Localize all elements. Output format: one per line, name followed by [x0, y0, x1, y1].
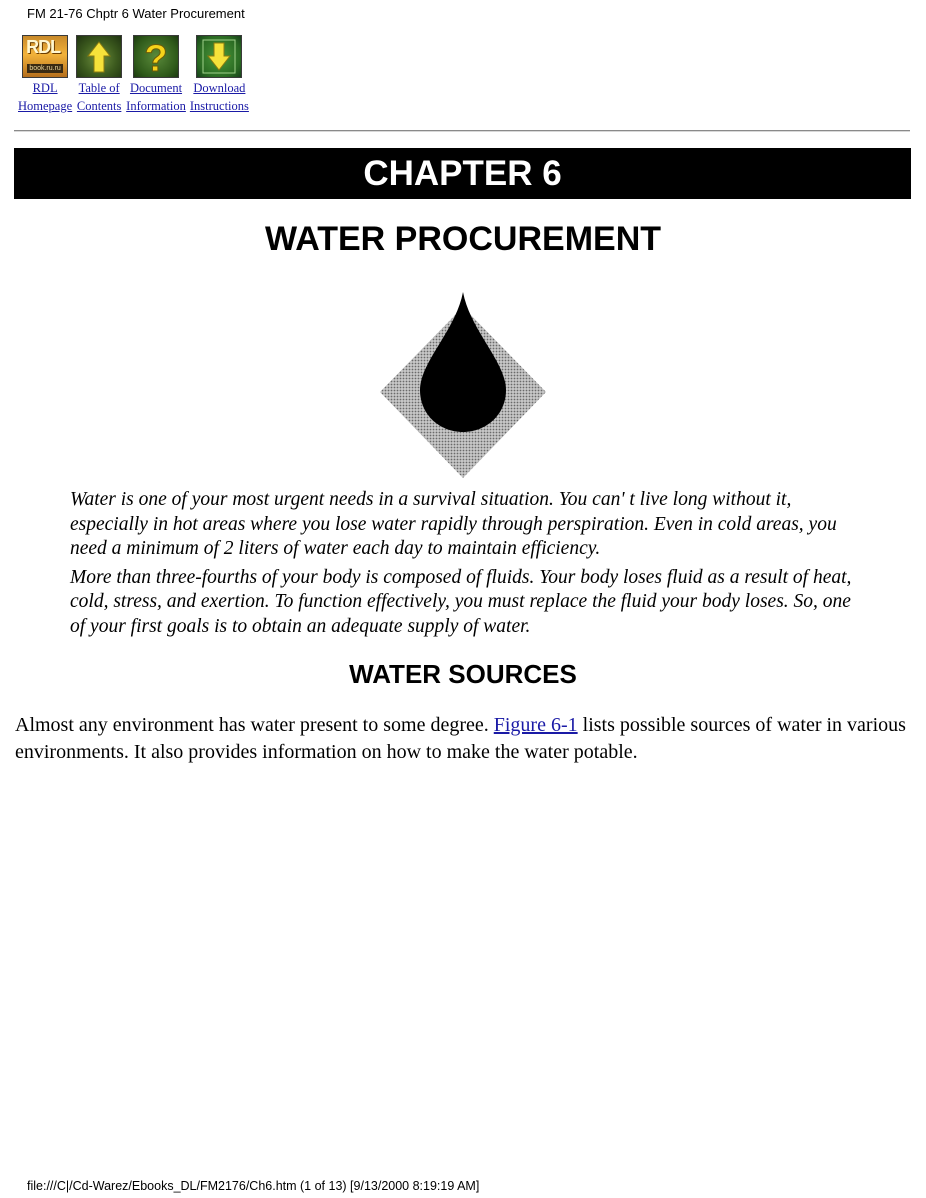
nav-item-document-information[interactable] — [126, 35, 186, 115]
figure-6-1-link[interactable]: Figure 6-1 — [493, 714, 578, 736]
page-footer: file:///C|/Cd-Warez/Ebooks_DL/FM2176/Ch6.htm (1 of 13) [9/13/2000 8:19:19 AM] — [27, 1179, 480, 1193]
nav-item-rdl-homepage[interactable] — [18, 35, 72, 115]
nav-label-line2: Instructions — [189, 99, 249, 113]
body-text-before-link: Almost any environment has water present to some degree. — [15, 714, 494, 736]
page-title: WATER PROCUREMENT — [264, 220, 662, 258]
svg-text:?: ? — [144, 38, 168, 77]
nav-item-download-instructions[interactable] — [190, 35, 249, 115]
nav-bar — [18, 35, 249, 115]
nav-link-table-of-contents[interactable] — [77, 79, 121, 115]
nav-link-rdl-homepage[interactable] — [18, 79, 72, 115]
window-title: FM 21-76 Chptr 6 Water Procurement — [27, 6, 245, 21]
question-mark-icon[interactable] — [133, 35, 179, 78]
intro-paragraph: Water is one of your most urgent needs in a survival situation. You can' t live long without it, especially in hot areas where you lose water rapidly through perspiration. Even in cold areas, you need a minimum of 2 liters of water each day to maintain efficiency. — [70, 489, 837, 559]
nav-link-document-information[interactable] — [126, 79, 186, 115]
nav-item-table-of-contents[interactable] — [76, 35, 122, 115]
rdl-logo-subtext: book.ru.ru — [27, 64, 63, 73]
rdl-logo-text: RDL — [26, 37, 61, 57]
chapter-banner — [14, 148, 911, 199]
up-arrow-icon[interactable] — [76, 35, 122, 78]
nav-label-line1: Table of — [78, 81, 120, 95]
water-drop-icon — [378, 290, 548, 480]
nav-label-line2: Contents — [76, 99, 122, 113]
body-text-after-link: lists possible sources of water in various environments. It also provides information on how to make the water potable. — [15, 714, 906, 763]
download-arrow-icon[interactable] — [196, 35, 242, 78]
nav-label-line2: Homepage — [18, 99, 73, 113]
section-heading: WATER SOURCES — [349, 659, 577, 689]
nav-label-line1: Document — [129, 81, 183, 95]
intro-section — [70, 488, 870, 643]
rdl-logo-icon[interactable] — [22, 35, 68, 78]
nav-label-line2: Information — [126, 99, 186, 113]
horizontal-divider — [14, 130, 910, 132]
nav-label-line1: RDL — [32, 81, 58, 95]
intro-paragraph: More than three-fourths of your body is composed of fluids. Your body loses fluid as a result of heat, cold, stress, and exertion. To function effectively, you must replace the fluid your body loses. So, one of your first goals is to obtain an adequate supply of water. — [70, 566, 852, 637]
body-paragraph — [15, 712, 910, 766]
nav-label-line1: Download — [193, 81, 246, 95]
chapter-label: CHAPTER 6 — [363, 153, 562, 193]
water-drop-emblem — [378, 290, 548, 480]
nav-link-download-instructions[interactable] — [190, 79, 249, 115]
